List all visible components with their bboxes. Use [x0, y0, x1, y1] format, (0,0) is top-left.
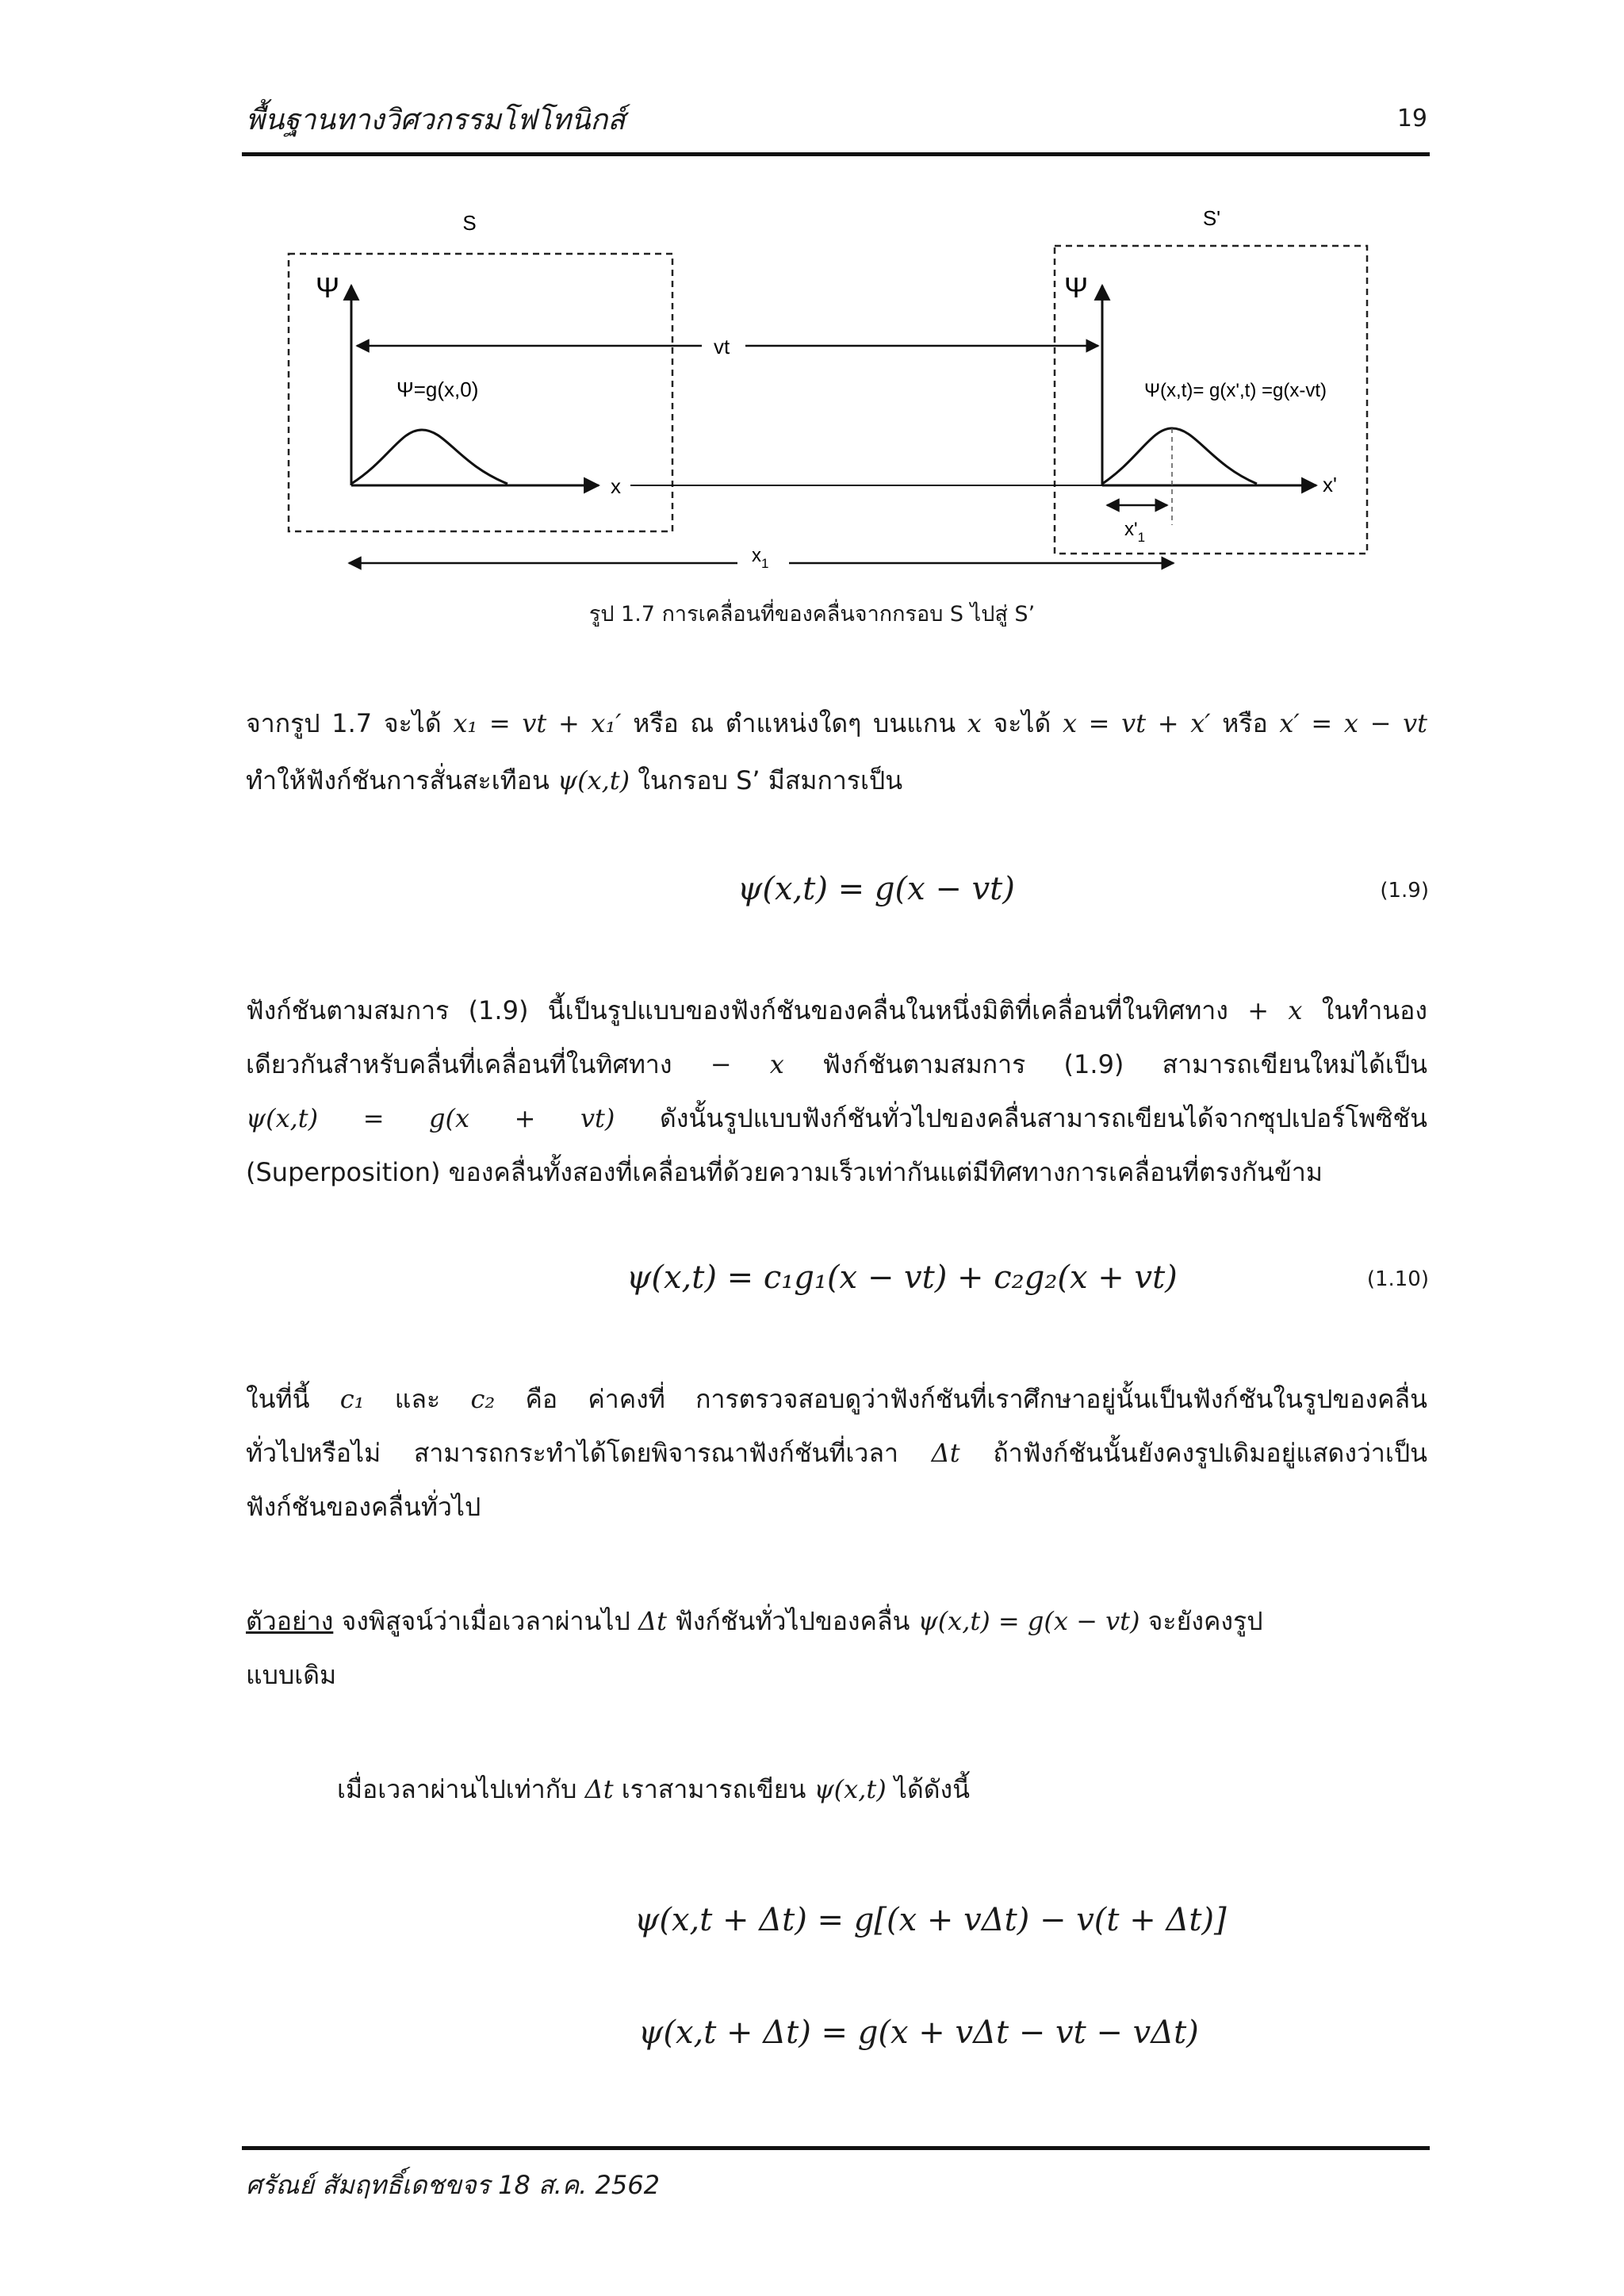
text-run: จะยังคงรูป: [1139, 1606, 1263, 1636]
text-run: ทั่วไปหรือไม่ สามารถกระทำได้โดยพิจารณาฟังก์ชันที่เวลา: [246, 1438, 932, 1468]
math-inline: + x: [1247, 995, 1303, 1025]
text-run: ฟังก์ชันตามสมการ (1.9) นี้เป็นรูปแบบของฟังก์ชันของคลื่นในหนึ่งมิติที่เคลื่อนที่ในทิศทาง: [246, 995, 1248, 1025]
text-run: ดังนั้นรูปแบบฟังก์ชันทั่วไปของคลื่นสามารถเขียนได้จากซุปเปอร์โพซิชัน: [659, 1103, 1428, 1133]
math-inline: ψ(x,t) = g(x − vt): [917, 1606, 1140, 1636]
footer-rule: [242, 2146, 1430, 2150]
text-run: ในกรอบ S’ มีสมการเป็น: [630, 765, 903, 795]
text-run: ฟังก์ชันตามสมการ: [822, 1049, 1026, 1079]
text-run: จากรูป 1.7 จะได้: [246, 708, 454, 738]
text-run: และ: [364, 1384, 471, 1414]
x1-label: $x_1$: [752, 545, 769, 571]
text-run: จะได้: [981, 708, 1063, 738]
text-run: หรือ: [1210, 708, 1280, 738]
text-run: จงพิสูจน์ว่าเมื่อเวลาผ่านไป: [333, 1606, 638, 1636]
paragraph-3-line-1: [246, 1372, 1427, 1426]
math-inline: ψ(x,t) = g(x + vt): [246, 1103, 615, 1133]
math-inline: x: [967, 708, 982, 738]
math-inline: − x: [710, 1049, 784, 1079]
text-run: เราสามารถเขียน: [613, 1774, 814, 1804]
right-function-label: Ψ(x,t)= g(x',t) =g(x-vt): [1144, 380, 1327, 401]
paragraph-1-line-1: [246, 696, 1427, 750]
math-inline: c₂: [470, 1384, 496, 1414]
vt-label: vt: [714, 335, 730, 358]
text-run: ทำให้ฟังก์ชันการสั่นสะเทือน: [246, 765, 557, 795]
text-run: เมื่อเวลาผ่านไปเท่ากับ: [337, 1774, 585, 1804]
frame-s-label: S: [462, 211, 477, 235]
paragraph-2-line-3: [246, 1091, 1427, 1145]
equation-1-10: ψ(x,t) = c₁g₁(x − vt) + c₂g₂(x + vt): [626, 1259, 1178, 1296]
text-run: สามารถเขียนใหม่ได้เป็น: [1162, 1049, 1428, 1079]
math-inline: Δt: [584, 1774, 614, 1804]
right-psi-symbol: Ψ: [1064, 271, 1089, 304]
math-inline: x₁ = vt + x₁′: [453, 708, 622, 738]
math-inline: c₁: [339, 1384, 365, 1414]
paragraph-3-line-3: ฟังก์ชันของคลื่นทั่วไป: [246, 1492, 481, 1522]
header-title: พื้นฐานทางวิศวกรรมโฟโทนิกส์: [246, 104, 626, 136]
paragraph-2-line-2: [246, 1037, 1427, 1091]
page-number: 19: [1396, 105, 1427, 132]
equation-derivation-2: ψ(x,t + Δt) = g(x + vΔt − vt − vΔt): [638, 2014, 1199, 2051]
paragraph-2-line-4: (Superposition) ของคลื่นทั้งสองที่เคลื่อนที่ด้วยความเร็วเท่ากันแต่มีทิศทางการเคลื่อนที่ตรงกันข้าม: [246, 1157, 1323, 1187]
paragraph-3-line-2: [246, 1426, 1427, 1480]
paragraph-2-line-1: [246, 983, 1427, 1037]
text-run: ได้ดังนี้: [886, 1774, 971, 1804]
right-pulse-curve: [1102, 428, 1257, 484]
paragraph-4: [337, 1762, 1368, 1816]
text-run: คือ ค่าคงที่ การตรวจสอบดูว่าฟังก์ชันที่เราศึกษาอยู่นั้นเป็นฟังก์ชันในรูปของคลื่น: [495, 1384, 1427, 1414]
example-label: ตัวอย่าง: [246, 1606, 334, 1636]
equation-1-9-number: (1.9): [1380, 879, 1429, 903]
math-inline: x = vt + x′: [1062, 708, 1211, 738]
text-run: ในที่นี้: [246, 1384, 340, 1414]
x1-prime-label: $x'_1$: [1124, 519, 1146, 545]
text-run: หรือ ณ ตำแหน่งใดๆ บนแกน: [621, 708, 967, 738]
math-inline: Δt: [931, 1438, 960, 1468]
header-rule: [242, 152, 1430, 156]
text-run: ในทำนอง: [1302, 995, 1428, 1025]
text-run: ฟังก์ชันทั่วไปของคลื่น: [666, 1606, 918, 1636]
left-x-label: x: [611, 474, 621, 498]
left-pulse-curve: [351, 430, 508, 484]
equation-1-9: ψ(x,t) = g(x − vt): [737, 871, 1015, 907]
wave-frame-figure: [270, 198, 1396, 579]
example-line-2: แบบเดิม: [246, 1660, 337, 1690]
paragraph-1-line-2: [246, 753, 1427, 807]
frame-s-prime-label: S': [1202, 206, 1221, 230]
math-inline: Δt: [638, 1606, 667, 1636]
left-function-label: Ψ=g(x,0): [396, 378, 479, 401]
equation-1-10-number: (1.10): [1366, 1267, 1429, 1291]
figure-caption: รูป 1.7 การเคลื่อนที่ของคลื่นจากกรอบ S ไปสู่ S’: [588, 602, 1036, 627]
math-inline: ψ(x,t): [557, 765, 630, 795]
math-inline: ψ(x,t): [814, 1774, 887, 1804]
footer-author-date: ศรัณย์ สัมฤทธิ์เดชขจร 18 ส.ค. 2562: [246, 2170, 660, 2200]
text-run: ถ้าฟังก์ชันนั้นยังคงรูปเดิมอยู่แสดงว่าเป็น: [959, 1438, 1427, 1468]
text-run: (1.9): [1063, 1049, 1124, 1079]
equation-derivation-1: ψ(x,t + Δt) = g[(x + vΔt) − v(t + Δt)]: [634, 1902, 1227, 1938]
left-psi-symbol: Ψ: [316, 271, 340, 304]
text-run: เดียวกันสำหรับคลื่นที่เคลื่อนที่ในทิศทาง: [246, 1049, 672, 1079]
right-x-label: x': [1323, 473, 1337, 496]
example-line-1: [246, 1594, 1427, 1648]
math-inline: x′ = x − vt: [1279, 708, 1428, 738]
